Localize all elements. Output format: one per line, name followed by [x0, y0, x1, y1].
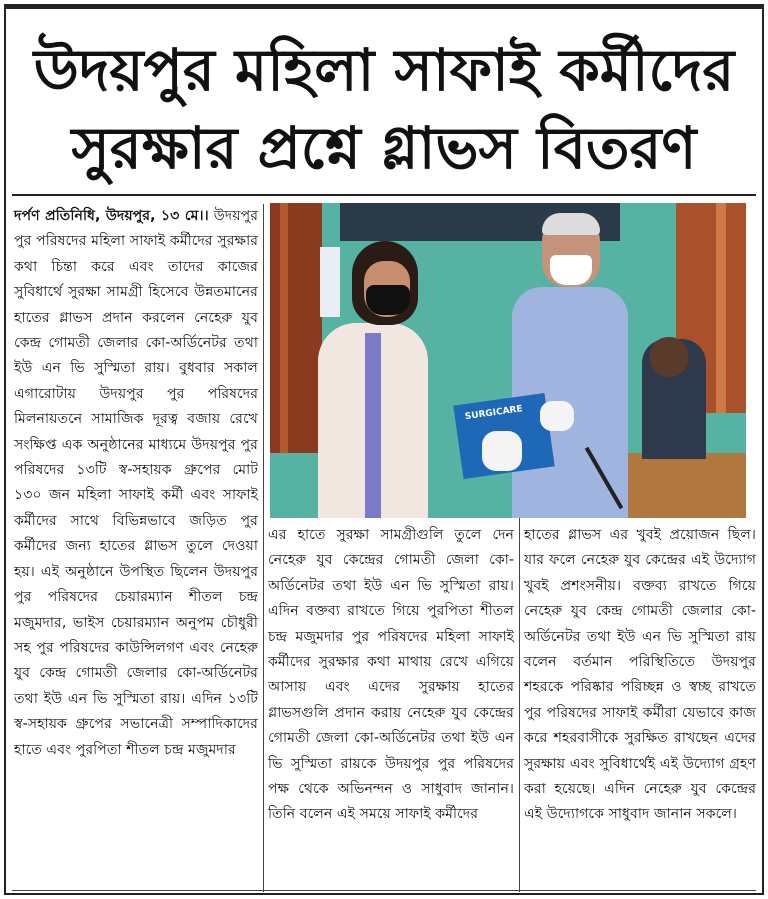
newspaper-clipping [4, 4, 764, 895]
article-column-3: হাতের গ্লাভস এর খুবই প্রয়োজন ছিল। যার ফলে নেহেরু যুব কেন্দ্রের এই উদ্যোগ খুবই প্রশংসনীয়। বক্তব্য রাখতে গিয়ে নেহেরু যুব কেন্দ্র গোমতী জেলার কো-অর্ডিনেটর তথা ইউ এন ভি সুস্মিতা রায় বলেন বর্তমান পরিস্থিতিতে উদয়পুর শহরকে পরিষ্কার পরিচ্ছন্ন ও স্বচ্ছ রাখতে পুর পরিষদের সাফাই কর্মীরা যেভাবে কাজ করে শহরবাসীকে সুরক্ষিত রাখছেন এদের সুরক্ষায় এবং সুবিধার্থেই এই উদ্যোগ গ্রহণ করা হয়েছে। এদিন নেহেরু যুব কেন্দ্রের এই উদ্যোগকে সাধুবাদ জানান সকলে। [524, 527, 756, 823]
article-text-1: উদয়পুর পুর পরিষদের মহিলা সাফাই কর্মীদের সুরক্ষার কথা চিন্তা করে এবং তাদের কাজের সুবিধার্থে সুরক্ষা সামগ্রী হিসেবে উন্নতমানের হাতের গ্লাভস প্রদান করলেন নেহেরু যুব কেন্দ্র গোমতী জেলার কো-অর্ডিনেটর তথা ইউ এন ভি সুস্মিতা রায়। বুধবার সকাল এগারোটায় উদয়পুর পুর পরিষদের মিলনায়তনে সামাজিক দূরত্ব বজায় রেখে সংক্ষিপ্ত এক অনুষ্ঠানের মাধ্যমে উদয়পুর পুর পরিষদের ১৩টি স্ব-সহায়ক গ্রুপের মোট ১৩০ জন মহিলা সাফাই কর্মী এবং সাফাই কর্মীদের সাথে বিভিন্নভাবে জড়িত পুর কর্মীদের জন্য হাতের গ্লাভস তুলে দেওয়া হয়। এই অনুষ্ঠানে উপস্থিত ছিলেন উদয়পুর পুর পরিষদের চেয়ারম্যান শীতল চন্দ্র মজুমদার, ভাইস চেয়ারম্যান অনুপম চৌধুরী সহ পুর পরিষদের কাউন্সিলগণ এবং নেহেরু যুব কেন্দ্র গোমতী জেলার কো-অর্ডিনেটর তথা ইউ এন ভি সুস্মিতা রায়। এদিন ১৩টি স্ব-সহায়ক গ্রুপের সভানেত্রী সম্পাদিকাদের হাতে এবং পুরপিতা শীতল চন্দ্র মজুমদার [14, 208, 258, 758]
headline-rule [12, 194, 756, 196]
face-mask-icon [366, 285, 410, 315]
bottom-rule [12, 890, 756, 891]
headline-line-2: সুরক্ষার প্রশ্নে গ্লাভস বিতরণ [71, 114, 697, 182]
dateline: দর্পণ প্রতিনিধি, উদয়পুর, ১৩ মে।। [14, 208, 209, 224]
news-photo [270, 203, 746, 518]
column-divider [263, 204, 264, 892]
headline-line-1: উদয়পুর মহিলা সাফাই কর্মীদের [33, 36, 735, 104]
column-divider-2 [519, 518, 520, 892]
glove-box-label: SURGICARE [464, 404, 524, 423]
top-rule [6, 6, 762, 9]
article-column-2: এর হাতে সুরক্ষা সামগ্রীগুলি তুলে দেন নেহেরু যুব কেন্দ্রের গোমতী জেলা কো-অর্ডিনেটর তথা ইউ এন ভি সুস্মিতা রায়। এদিন বক্তব্য রাখতে গিয়ে পুরপিতা শীতল চন্দ্র মজুমদার পুর পরিষদের মহিলা সাফাই কর্মীদের সুরক্ষার কথা মাথায় রেখে এগিয়ে আসায় এবং এদের সুরক্ষায় হাতের গ্লাভসগুলি প্রদান করায় নেহেরু যুব কেন্দ্রের গোমতী জেলা কো-অর্ডিনেটর তথা ইউ এন ভি সুস্মিতা রায়কে উদয়পুর পুর পরিষদের পক্ষ থেকে অভিনন্দন ও সাধুবাদ জানান। তিনি বলেন এই সময়ে সাফাই কর্মীদের [268, 527, 514, 823]
article-column-1 [14, 204, 258, 763]
